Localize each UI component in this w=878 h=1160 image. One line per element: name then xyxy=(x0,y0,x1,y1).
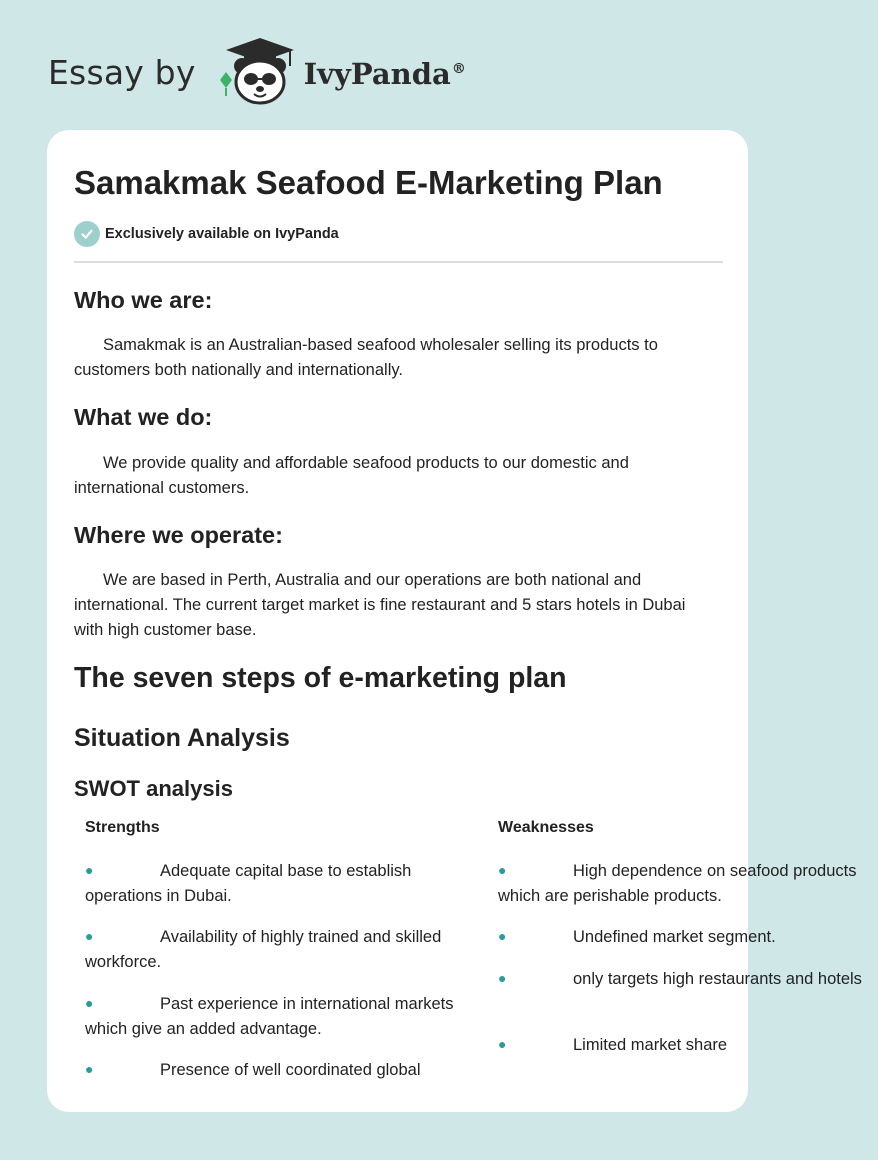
brand-prefix: Essay by xyxy=(48,52,196,92)
bullet-dot-icon: ● xyxy=(85,862,94,878)
list-item: ● High dependence on seafood products which are perishable products. xyxy=(498,859,878,909)
main-heading: The seven steps of e-marketing plan xyxy=(74,662,567,694)
bullet-dot-icon: ● xyxy=(498,862,507,878)
strengths-column xyxy=(85,819,465,1079)
list-item: ● Undefined market segment. xyxy=(498,925,878,950)
title-divider xyxy=(74,261,723,263)
section-heading-what: What we do: xyxy=(74,404,213,430)
brand-name: IvyPanda® xyxy=(303,57,466,91)
list-item: ● only targets high restaurants and hotels xyxy=(498,967,878,992)
strengths-heading: Strengths xyxy=(85,819,160,836)
section-text-who: Samakmak is an Australian-based seafood wholesaler selling its products to customers both nationally and internationally. xyxy=(74,336,658,379)
sub-heading: Situation Analysis xyxy=(74,724,290,752)
list-item: ● Availability of highly trained and skilled workforce. xyxy=(85,925,465,975)
bullet-dot-icon: ● xyxy=(498,1036,507,1052)
section-text-what: We provide quality and affordable seafood products to our domestic and international customers. xyxy=(74,454,629,497)
bullet-dot-icon: ● xyxy=(498,928,507,944)
section-heading-who: Who we are: xyxy=(74,287,213,313)
section-heading-where: Where we operate: xyxy=(74,522,283,548)
list-item: ● Limited market share xyxy=(498,1033,878,1058)
bullet-dot-icon: ● xyxy=(85,995,94,1011)
list-item: ● Adequate capital base to establish operations in Dubai. xyxy=(85,859,465,909)
list-item: ● Past experience in international markets which give an added advantage. xyxy=(85,992,465,1042)
badge-text: Exclusively available on IvyPanda xyxy=(105,226,339,242)
bullet-dot-icon: ● xyxy=(498,970,507,986)
check-badge-icon xyxy=(74,221,100,247)
page-title: Samakmak Seafood E-Marketing Plan xyxy=(74,164,663,201)
bullet-dot-icon: ● xyxy=(85,928,94,944)
exclusive-badge xyxy=(74,221,339,247)
article-card xyxy=(47,130,862,1112)
weaknesses-column xyxy=(498,819,878,1054)
weaknesses-heading: Weaknesses xyxy=(498,819,594,836)
brand-header[interactable] xyxy=(48,36,466,108)
ivypanda-logo-icon xyxy=(214,36,300,108)
swot-heading: SWOT analysis xyxy=(74,776,233,801)
list-item: ● Presence of well coordinated global xyxy=(85,1058,465,1083)
section-text-where: We are based in Perth, Australia and our operations are both national and international. The current target market is fine restaurant and 5 stars hotels in Dubai with high customer base. xyxy=(74,571,686,639)
bullet-dot-icon: ● xyxy=(85,1061,94,1077)
